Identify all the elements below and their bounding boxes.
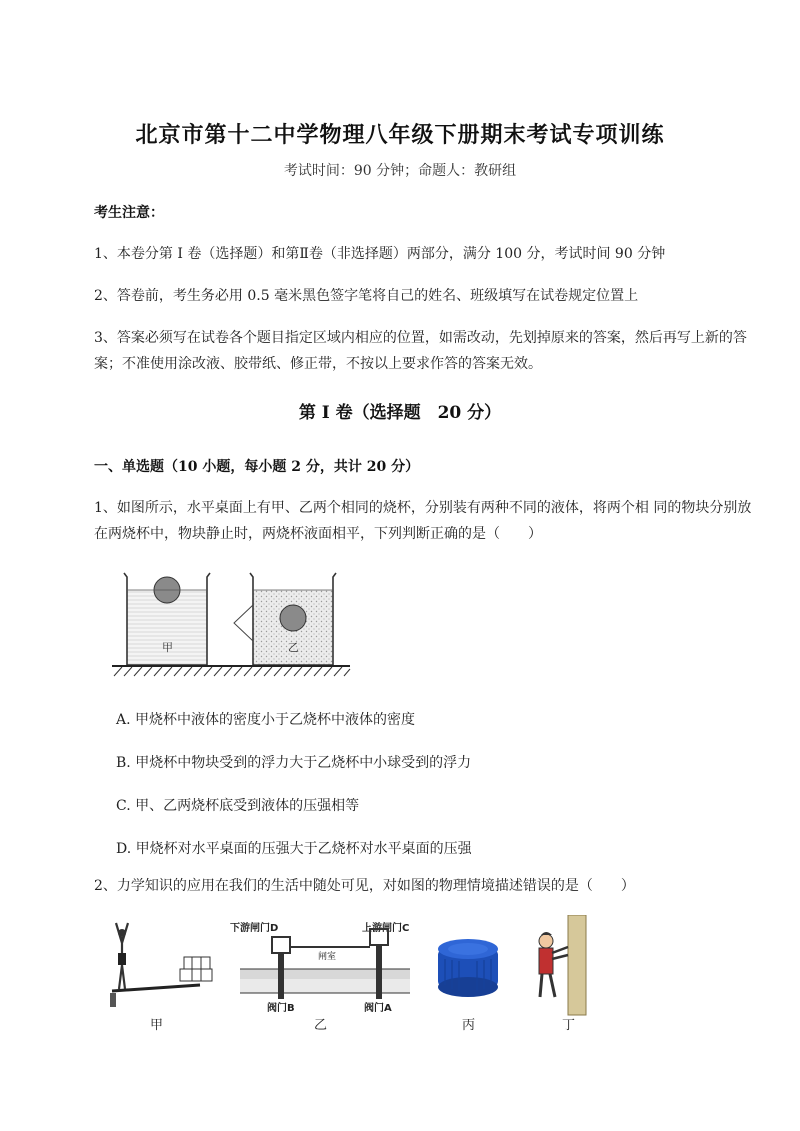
push-wall-scene — [539, 915, 586, 1033]
label-valve-b: 阀门B — [267, 1003, 295, 1014]
option-c: C. 甲、乙两烧杯底受到液体的压强相等 — [116, 798, 360, 814]
table-surface — [112, 666, 350, 676]
exam-info: 考试时间：90 分钟；命题人：教研组 — [283, 163, 517, 179]
question-2-stem: 2、力学知识的应用在我们的生活中随处可见，对如图的物理情境描述错误的是（ ） — [94, 878, 635, 894]
section-title: 第 I 卷（选择题 20 分） — [298, 403, 502, 423]
notice-item-1: 1、本卷分第 I 卷（选择题）和第Ⅱ卷（非选择题）两部分，满分 100 分，考试时间 90 分钟 — [94, 246, 666, 262]
notice-item-3: 3、答案必须写在试卷各个题目指定区域内相应的位置，如需改动，先划掉原来的答案，然后再写上新的答案；不准使用涂改液、胶带纸、修正带，不按以上要求作答的答案无效。 — [94, 330, 747, 372]
beaker-label-yi: 乙 — [288, 641, 299, 654]
bottle-cap-icon — [438, 939, 498, 1033]
label-bing: 丙 — [462, 1018, 476, 1033]
mechanics-figure — [100, 915, 620, 1040]
diver-scene — [110, 923, 212, 1033]
question-1-stem: 1、如图所示，水平桌面上有甲、乙两个相同的烧杯，分别装有两种不同的液体，将两个相 同的物块分别放在两烧杯中，物块静止时，两烧杯液面相平，下列判断正确的是（ ） — [94, 500, 752, 542]
option-a: A. 甲烧杯中液体的密度小于乙烧杯中液体的密度 — [116, 712, 416, 728]
label-yi: 乙 — [314, 1018, 328, 1033]
beaker-jia — [124, 573, 210, 665]
beaker-yi — [234, 573, 336, 665]
notice-heading: 考生注意： — [94, 205, 164, 221]
option-b: B. 甲烧杯中物块受到的浮力大于乙烧杯中小球受到的浮力 — [116, 755, 472, 771]
label-gate-c: 上游闸门C — [362, 923, 410, 934]
label-chamber: 闸室 — [318, 952, 337, 962]
beakers-figure — [110, 565, 355, 687]
ship-lock-scene — [230, 921, 410, 1033]
label-ding: 丁 — [562, 1018, 576, 1033]
label-gate-d: 下游闸门D — [230, 923, 279, 934]
page-title: 北京市第十二中学物理八年级下册期末考试专项训练 — [135, 122, 665, 148]
notice-item-2: 2、答卷前，考生务必用 0.5 毫米黑色签字笔将自己的姓名、班级填写在试卷规定位置上 — [94, 288, 639, 304]
part-title: 一、单选题（10 小题，每小题 2 分，共计 20 分） — [94, 459, 420, 475]
beaker-label-jia: 甲 — [162, 641, 173, 654]
label-jia: 甲 — [150, 1018, 164, 1033]
label-valve-a: 阀门A — [364, 1003, 392, 1014]
option-d: D. 甲烧杯对水平桌面的压强大于乙烧杯对水平桌面的压强 — [116, 841, 472, 857]
